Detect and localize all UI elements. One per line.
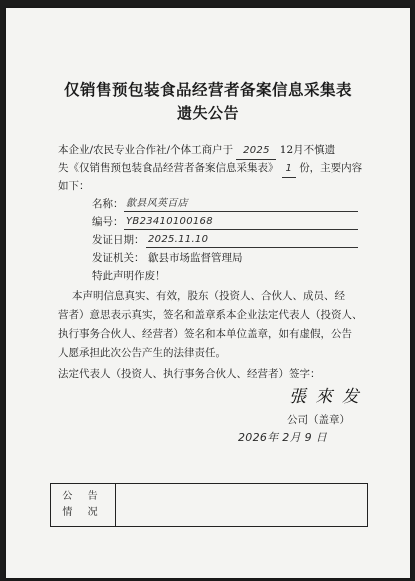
handwritten-signature: 張 來 发 — [289, 387, 361, 407]
announcement-table — [50, 483, 368, 527]
number-value: YB23410100168 — [126, 216, 213, 227]
intro-count-blank: 1 — [282, 161, 296, 178]
name-label: 名称： — [92, 198, 124, 210]
authority-value: 歙县市场监督管理局 — [148, 252, 243, 264]
intro-year: 2025 — [236, 143, 276, 160]
date-underline — [146, 247, 358, 248]
intro-text-c: 失《仅销售预包装食品经营者备案信息采集表》 — [58, 162, 279, 174]
company-seal-label: 公司（盖章） — [287, 414, 350, 426]
intro-line-1 — [58, 142, 335, 160]
statement-line-4: 人愿承担此次公告产生的法律责任。 — [58, 347, 226, 359]
name-underline — [124, 211, 358, 212]
document-title: 仅销售预包装食品经营者备案信息采集表 — [63, 80, 352, 99]
date-label: 发证日期： — [92, 234, 145, 246]
announce-content-cell — [116, 484, 368, 527]
date-value: 2025.11.10 — [148, 234, 209, 245]
announce-label-cell — [51, 484, 116, 527]
sign-date: 2026年 2月 9 日 — [238, 431, 328, 444]
statement-line-2: 营者）意思表示真实，签名和盖章系本企业法定代表人（投资人、 — [58, 309, 363, 321]
document-page — [6, 8, 410, 578]
document-subtitle: 遗失公告 — [176, 104, 239, 122]
intro-text-a: 本企业/农民专业合作社/个体工商户于 — [58, 144, 234, 156]
intro-text-e: 如下： — [58, 180, 90, 192]
number-underline — [124, 229, 358, 230]
number-label: 编号： — [92, 216, 124, 228]
intro-text-b: 12月不慎遗 — [279, 144, 336, 156]
announce-label: 公 告 情 况 — [62, 491, 104, 518]
name-value: 歙县风英百店 — [126, 198, 188, 209]
statement-line-3: 执行事务合伙人、经营者）签名和本单位盖章，如有虚假，公告 — [58, 328, 352, 340]
authority-label: 发证机关： — [92, 252, 145, 264]
intro-line-2 — [58, 160, 362, 178]
special-note: 特此声明作废！ — [92, 270, 166, 282]
intro-text-d: 份，主要内容 — [299, 162, 363, 174]
statement-line-1: 本声明信息真实、有效，股东（投资人、合伙人、成员、经 — [72, 290, 345, 302]
signature-label: 法定代表人（投资人、执行事务合伙人、经营者）签字： — [58, 368, 321, 380]
